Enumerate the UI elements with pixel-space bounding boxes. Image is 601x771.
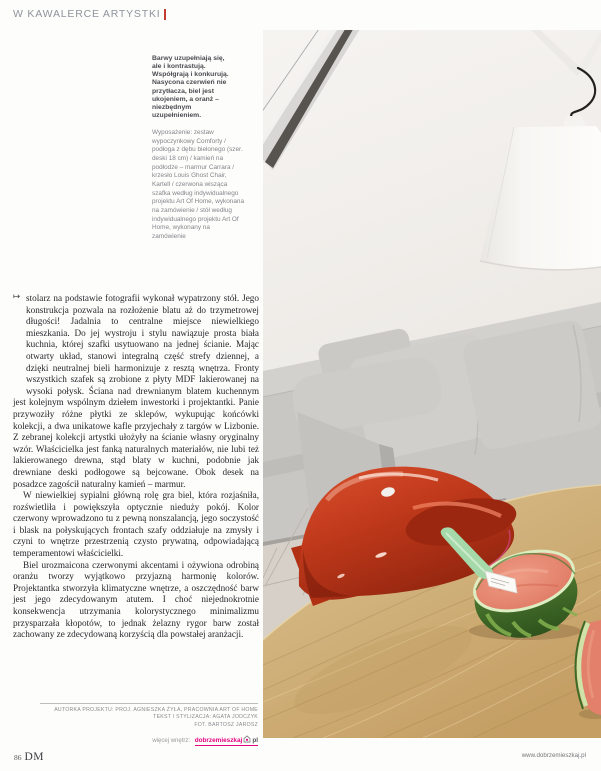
folio: [14, 747, 44, 765]
intro-paragraph: Barwy uzupełniają się, ale i kontrastują. Współgrają i konkurują. Nasycona czerwień nie przytłacza, biel jest ukojeniem, a oranż – niezbędnym uzupełnieniem.: [152, 55, 229, 120]
body-paragraph-1: stolarz na podstawie fotografii wykonał wypatrzony stół. Jego konstrukcja pozwala na rozłożenie blatu aż do trzymetrowej długości! Jadalnia to centralne miejsce niewielkiego mieszkania. Do jej wystroju i stylu nawiązuje prosta biała kuchnia, której szafki usytuowano na jednej ścianie. Mając otwarty układ, stanowi integralną część strefy dziennej, a dzięki neutralnej bieli harmonizuje z resztą wnętrza. Fronty wszystkich szafek są zrobione z płyty MDF lakierowanej na wysoki połysk. Ściana nad drewnianym blatem kuchennym jest kolejnym wspólnym dziełem inwestorki i projektantki. Panie przywoziły różne płytki ze sklepów, wykupując końcówki kolekcji, a dwa unikatowe kafle przyjechały z targów w Lizbonie. Z zebranej kolekcji artystki ułożyły na ścianie własny oryginalny wzór. Właścicielka jest fanką naturalnych materiałów, nie lubi też lakierowanego drewna, stąd blaty w kuchni, podobnie jak drewniane deski podłogowe są bejcowane. Obok desek na posadzce zagościł naturalny kamień – marmur.: [13, 293, 259, 489]
website-url[interactable]: www.dobrzemieszkaj.pl: [521, 752, 586, 759]
credit-text-styling: TEKST I STYLIZACJA: AGATA JODCZYK: [153, 714, 258, 721]
credits-block: [13, 703, 258, 746]
credits-rule: [40, 703, 258, 704]
house-icon: [243, 735, 251, 743]
page-kicker: W KAWALERCE ARTYSTKI: [13, 8, 161, 20]
credit-author: AUTORKA PROJEKTU: PROJ. AGNIESZKA ŻYŁA, PRACOWNIA ART OF HOME: [54, 707, 258, 713]
page-number: 86: [14, 753, 22, 762]
credit-photographer: FOT. BARTOSZ JAROSZ: [194, 721, 258, 728]
brand-name: dobrzemieszkaj: [194, 736, 243, 744]
body-paragraph-2: W niewielkiej sypialni główną rolę gra biel, która rozjaśniła, rozświetliła i powiększyła optycznie nieduży pokój. Kolor czerwony wprowadzono tu z pewną nonszalancją, jego soczystość i blask na połyskujących frontach szafy oddziałuje na zmysły i czyni to wnętrze przestrzenią czysto prywatną, odpowiadającą temperamentowi właścicielki.: [13, 490, 259, 559]
dobrzemieszkaj-link[interactable]: [195, 735, 258, 746]
body-paragraph-3: Biel urozmaicona czerwonymi akcentami i ożywiona odrobiną oranżu tworzy wyjątkowo przyjazną harmonię kolorów. Projektantka stworzyła klimatyczne wnętrze, a oszczędność barw jest jego zdecydowanym atutem. I choć niejednokrotnie konsekwencja utrzymania kolorystycznego minimalizmu przysparzała kłopotów, to jednak żelazny rygor barw został zachowany ze zdecydowaną korzyścią dla powstałej aranżacji.: [13, 559, 259, 640]
more-interiors-label: więcej wnętrz:: [152, 737, 191, 744]
continuation-marker-slot: [13, 293, 26, 397]
more-interiors-line: [13, 735, 258, 746]
magazine-initials: DM: [24, 751, 45, 763]
kicker-accent-rule: [164, 9, 166, 20]
equipment-list: Wyposażenie: zestaw wypoczynkowy Comforty / podłoga z dębu bielonego (szer. deski 18 cm) / kamień na podłodze – marmur Carrara / krzesło Louis Ghost Chair, Kartell / czerwona wisząca szafka według indywidualnego projektu Art Of Home, wykonana na zamówienie / stół według indywidualnego projektu Art Of Home, wykonany na zamówienie: [152, 129, 244, 240]
article-body: [13, 293, 259, 641]
brand-tld: pl: [252, 736, 258, 744]
continuation-arrow-icon: ↦: [13, 292, 21, 302]
interior-photo: [263, 30, 601, 738]
